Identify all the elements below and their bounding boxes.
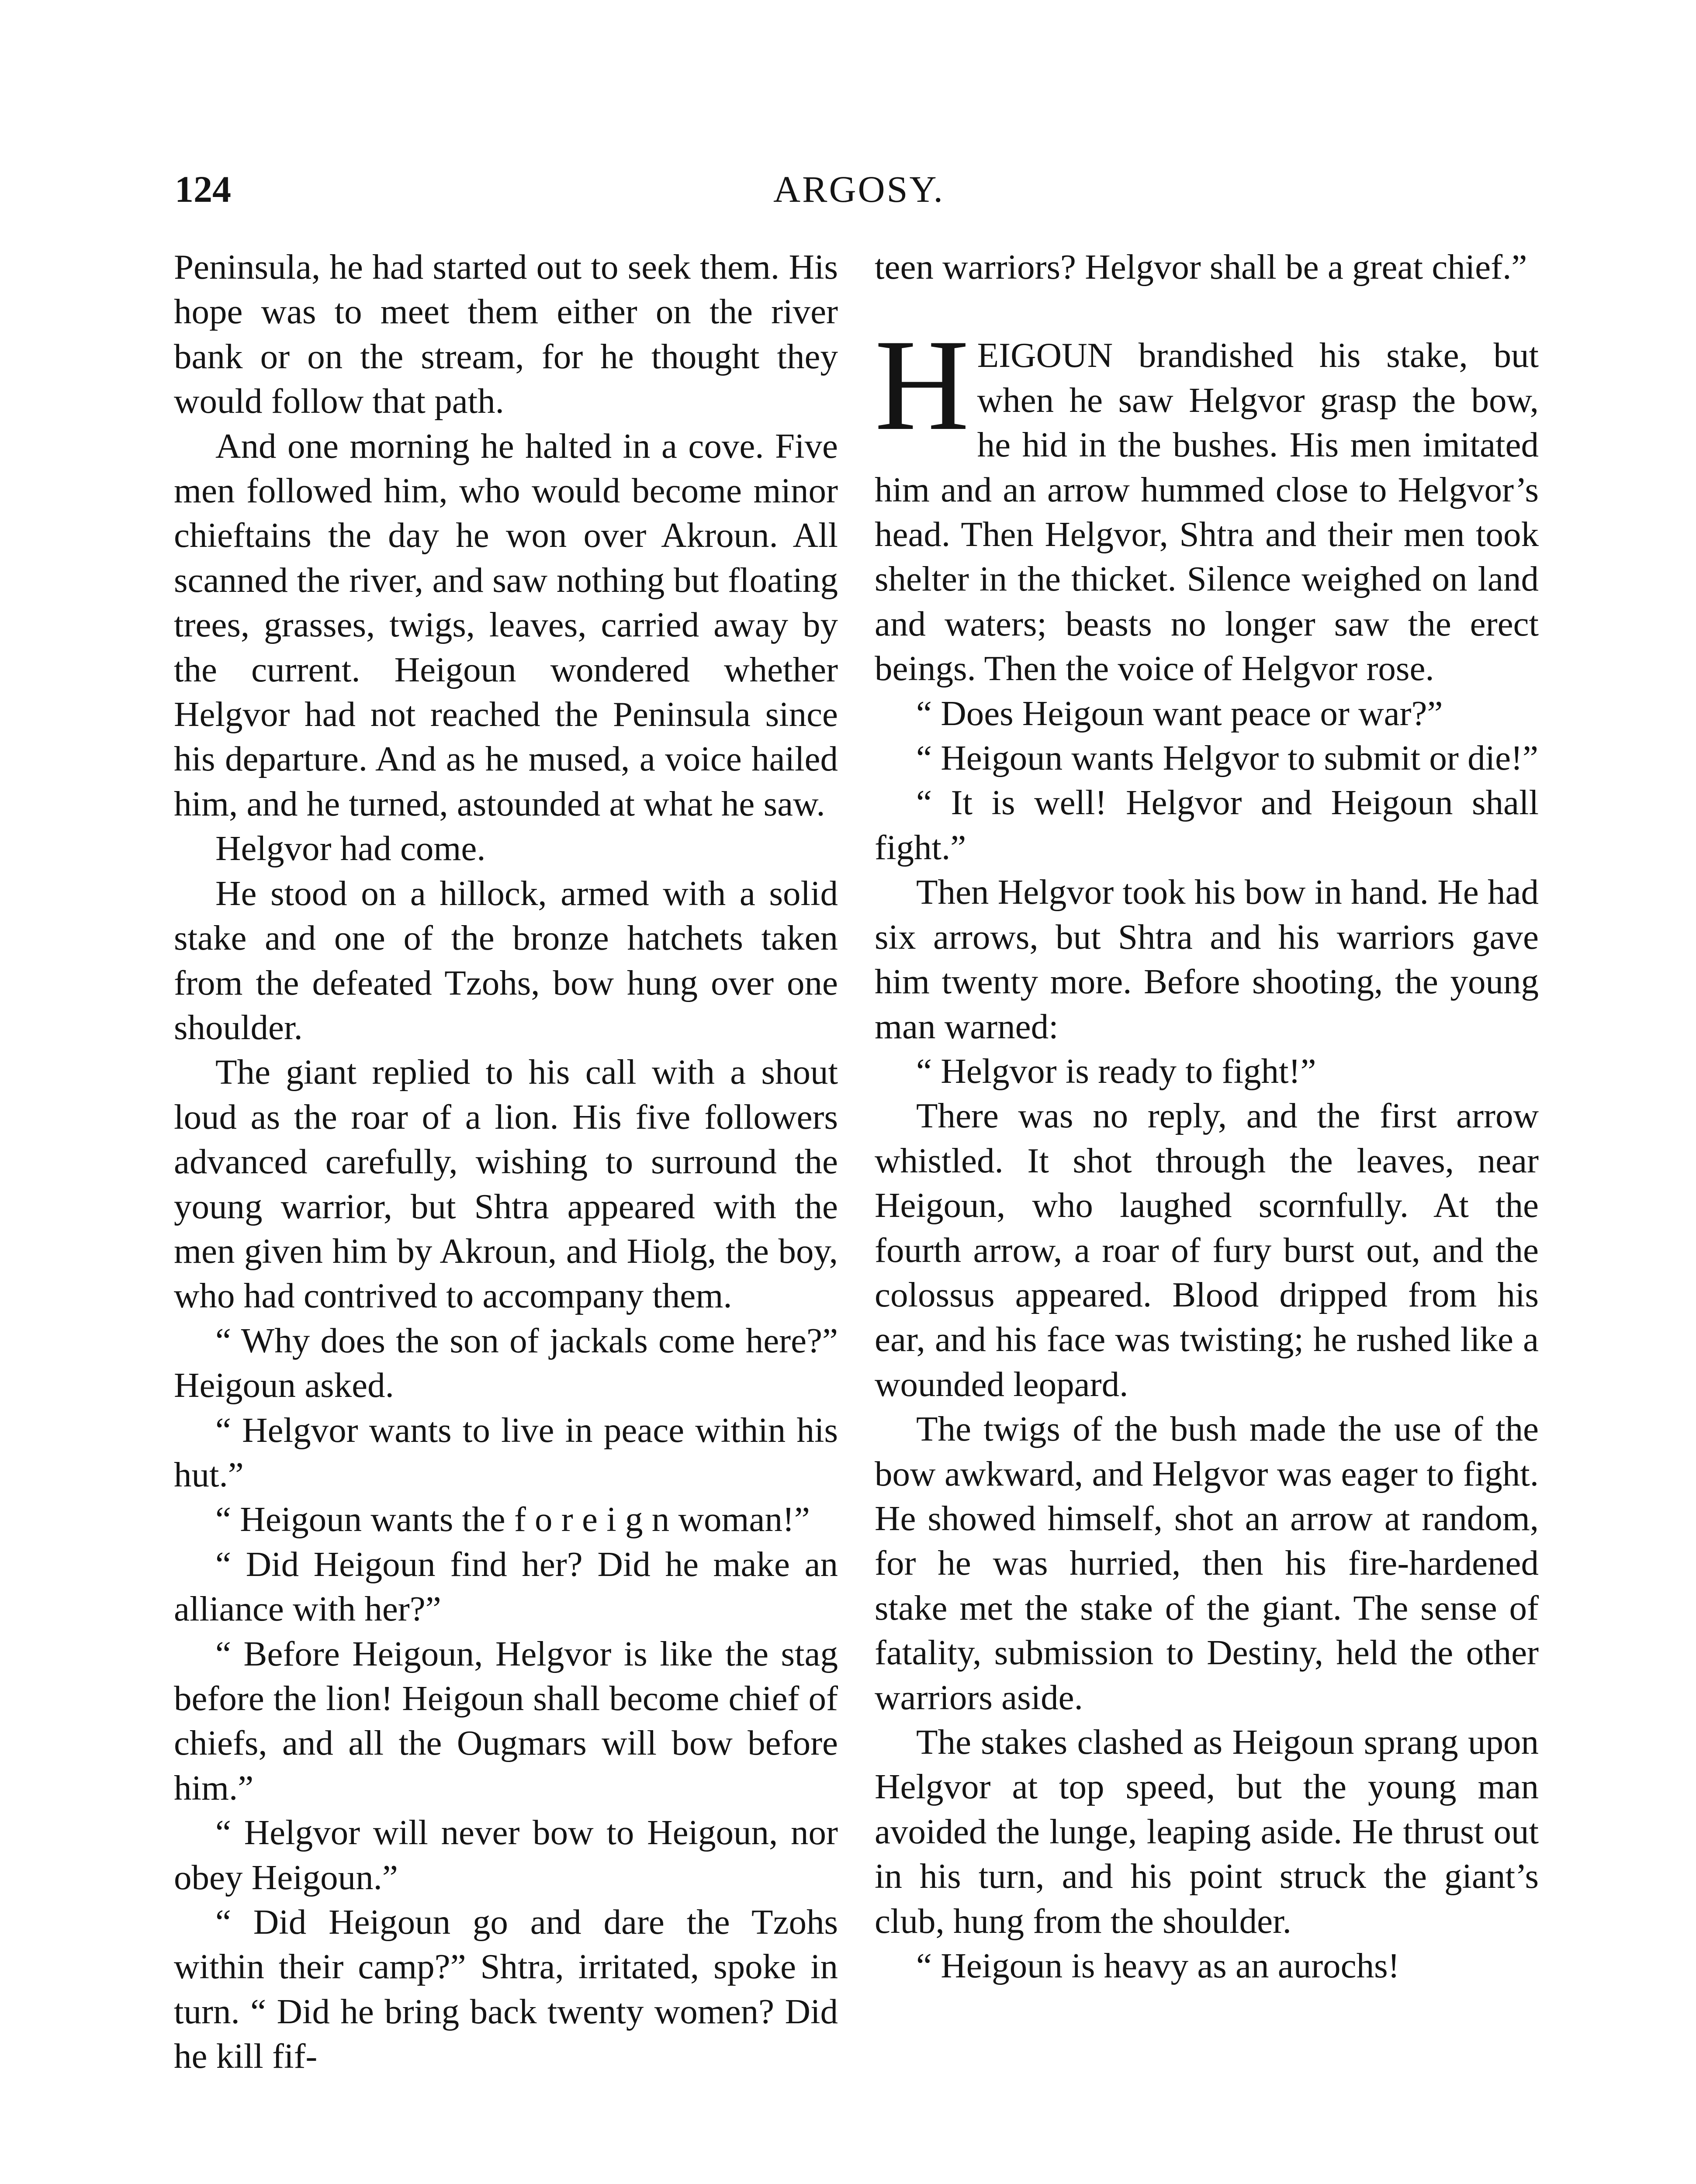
- paragraph: “ Did Heigoun go and dare the Tzohs within their camp?” Shtra, irritated, spoke in turn. “ Did he bring back twenty women? Did he kill fif-: [174, 1902, 838, 2076]
- paragraph: “ Before Heigoun, Helgvor is like the stag before the lion! Heigoun shall become chief of chiefs, and all the Ougmars will bow before him.”: [174, 1634, 838, 1807]
- paragraph: Then Helgvor took his bow in hand. He had six arrows, but Shtra and his warriors gave him twenty more. Before shooting, the young man warned:: [875, 872, 1539, 1046]
- paragraph: “ Heigoun is heavy as an aurochs!: [916, 1946, 1400, 1986]
- drop-cap: H: [875, 312, 969, 458]
- paragraph: “ Does Heigoun want peace or war?”: [916, 693, 1443, 733]
- page-number: 124: [175, 168, 231, 210]
- right-column: [875, 245, 1539, 1988]
- paragraph: The stakes clashed as Heigoun sprang upon Helgvor at top speed, but the young man avoided the lunge, leaping aside. He thrust out in his turn, and his point struck the giant’s club, hung from the shoulder.: [875, 1722, 1539, 1941]
- paragraph: “ Helgvor wants to live in peace within his hut.”: [174, 1410, 838, 1494]
- paragraph: “ Did Heigoun find her? Did he make an alliance with her?”: [174, 1544, 838, 1629]
- paragraph: Helgvor had come.: [215, 829, 486, 868]
- running-head: ARGOSY.: [773, 168, 945, 210]
- paragraph: “ Heigoun wants Helgvor to submit or die!”: [916, 738, 1538, 778]
- paragraph: Peninsula, he had started out to seek them. His hope was to meet them either on the river bank or on the stream, for he thought they would follow that path.: [174, 247, 838, 421]
- left-column: [174, 245, 838, 2079]
- paragraph: teen warriors? Helgvor shall be a great chief.”: [875, 247, 1527, 287]
- section-opening-text: EIGOUN brandished his stake, but when he saw Helgvor grasp the bow, he hid in the bushes. His men imitated him and an arrow hummed close to Helgvor’s head. Then Helgvor, Shtra and their men took shelter in the thicket. Silence weighed on land and waters; beasts no longer saw the erect beings. Then the voice of Helgvor rose.: [875, 335, 1539, 688]
- paragraph: And one morning he halted in a cove. Five men followed him, who would become minor chieftains the day he won over Akroun. All scanned the river, and saw nothing but floating trees, grasses, twigs, leaves, carried away by the current. Heigoun wondered whether Helgvor had not reached the Peninsula since his departure. And as he mused, a voice hailed him, and he turned, astounded at what he saw.: [174, 426, 838, 823]
- paragraph: “ It is well! Helgvor and Heigoun shall fight.”: [875, 783, 1539, 867]
- paragraph: “ Why does the son of jackals come here?” Heigoun asked.: [174, 1320, 838, 1405]
- section-opening-paragraph: [875, 312, 1539, 691]
- paragraph: The giant replied to his call with a shout loud as the roar of a lion. His five followers advanced carefully, wishing to surround the young warrior, but Shtra appeared with the men given him by Akroun, and Hiolg, the boy, who had contrived to accompany them.: [174, 1052, 838, 1316]
- paragraph: There was no reply, and the first arrow whistled. It shot through the leaves, near Heigoun, who laughed scornfully. At the fourth arrow, a roar of fury burst out, and the colossus appeared. Blood dripped from his ear, and his face was twisting; he rushed like a wounded leopard.: [875, 1096, 1539, 1404]
- paragraph: “ Helgvor will never bow to Heigoun, nor obey Heigoun.”: [174, 1813, 838, 1897]
- paragraph: He stood on a hillock, armed with a solid stake and one of the bronze hatchets taken from the defeated Tzohs, bow hung over one shoulder.: [174, 873, 838, 1047]
- page-header: [175, 165, 1543, 213]
- paragraph: “ Helgvor is ready to fight!”: [916, 1051, 1316, 1091]
- paragraph: “ Heigoun wants the f o r e i g n woman!”: [215, 1500, 810, 1539]
- paragraph: The twigs of the bush made the use of the bow awkward, and Helgvor was eager to fight. He showed himself, shot an arrow at random, for he was hurried, then his fire-hardened stake met the stake of the giant. The sense of fatality, submission to Destiny, held the other warriors aside.: [875, 1409, 1539, 1717]
